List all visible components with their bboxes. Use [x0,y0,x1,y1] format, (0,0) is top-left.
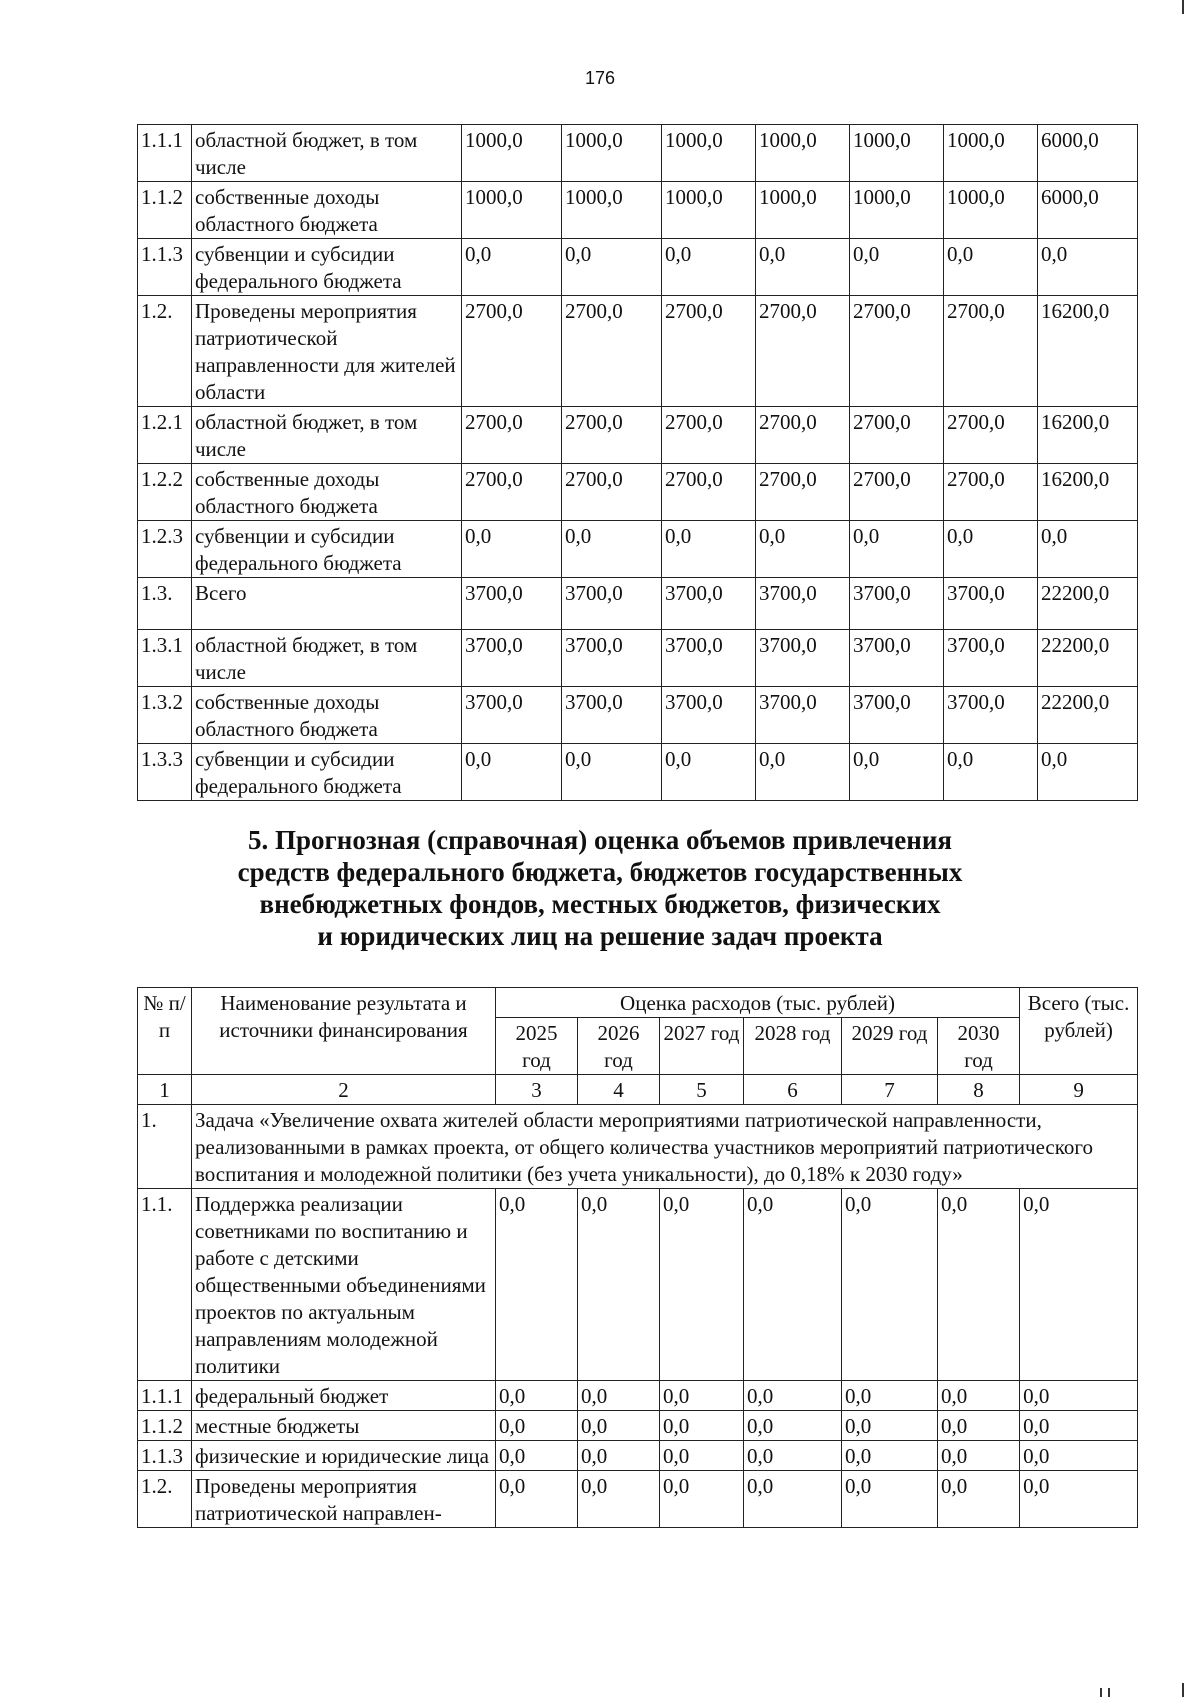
row-number: 1.2.1 [138,407,192,464]
value-cell: 0,0 [850,239,944,296]
value-cell: 1000,0 [850,182,944,239]
value-cell: 0,0 [660,1441,744,1471]
value-cell: 16200,0 [1038,464,1138,521]
value-cell: 0,0 [938,1471,1020,1528]
value-cell: 0,0 [496,1471,578,1528]
value-cell: 3700,0 [756,578,850,630]
value-cell: 1000,0 [662,182,756,239]
value-cell: 0,0 [496,1441,578,1471]
value-cell: 0,0 [462,744,562,801]
table-row [138,182,1138,239]
value-cell: 2700,0 [562,296,662,407]
value-cell: 0,0 [756,239,850,296]
value-cell: 0,0 [578,1381,660,1411]
value-cell: 0,0 [744,1411,842,1441]
value-cell: 0,0 [462,239,562,296]
value-cell: 3700,0 [662,578,756,630]
value-cell: 2700,0 [562,464,662,521]
value-cell: 0,0 [744,1381,842,1411]
value-cell: 6000,0 [1038,182,1138,239]
table-row [138,687,1138,744]
value-cell: 0,0 [660,1471,744,1528]
value-cell: 1000,0 [756,125,850,182]
column-number: 8 [938,1075,1020,1105]
task-num: 1. [138,1105,192,1189]
header-num: № п/п [138,988,192,1075]
row-name: федеральный бюджет [192,1381,496,1411]
row-number: 1.2. [138,296,192,407]
value-cell: 2700,0 [944,464,1038,521]
scan-mark [1182,1683,1184,1697]
row-number: 1.2. [138,1471,192,1528]
value-cell: 0,0 [578,1411,660,1441]
value-cell: 2700,0 [662,464,756,521]
value-cell: 3700,0 [756,630,850,687]
value-cell: 2700,0 [462,296,562,407]
section-title-line: 5. Прогнозная (справочная) оценка объемов привлечения [248,825,952,855]
value-cell: 3700,0 [562,630,662,687]
section-title-line: и юридических лиц на решение задач проекта [317,921,883,951]
value-cell: 0,0 [850,521,944,578]
value-cell: 2700,0 [562,407,662,464]
value-cell: 0,0 [744,1441,842,1471]
row-number: 1.1.2 [138,182,192,239]
column-number: 3 [496,1075,578,1105]
row-number: 1.3.2 [138,687,192,744]
value-cell: 3700,0 [944,630,1038,687]
row-name: собственные доходы областного бюджета [192,687,462,744]
value-cell: 0,0 [496,1189,578,1381]
value-cell: 3700,0 [850,630,944,687]
value-cell: 0,0 [842,1411,938,1441]
table-row [138,630,1138,687]
value-cell: 3700,0 [850,687,944,744]
value-cell: 2700,0 [756,296,850,407]
value-cell: 0,0 [944,239,1038,296]
value-cell: 2700,0 [756,407,850,464]
row-name: субвенции и субсидии федерального бюджета [192,521,462,578]
row-number: 1.3.1 [138,630,192,687]
value-cell: 2700,0 [462,464,562,521]
value-cell: 0,0 [938,1441,1020,1471]
value-cell: 0,0 [562,521,662,578]
row-number: 1.3.3 [138,744,192,801]
value-cell: 1000,0 [562,125,662,182]
column-number: 5 [660,1075,744,1105]
row-name: собственные доходы областного бюджета [192,464,462,521]
value-cell: 0,0 [660,1381,744,1411]
row-name: субвенции и субсидии федерального бюджета [192,239,462,296]
value-cell: 1000,0 [462,182,562,239]
value-cell: 0,0 [660,1189,744,1381]
value-cell: 0,0 [1020,1411,1138,1441]
value-cell: 0,0 [660,1411,744,1441]
row-number: 1.1.1 [138,125,192,182]
value-cell: 1000,0 [562,182,662,239]
value-cell: 1000,0 [756,182,850,239]
header-estimate: Оценка расходов (тыс. рублей) [496,988,1020,1018]
value-cell: 0,0 [938,1381,1020,1411]
table-row [138,1471,1138,1528]
header-year: 2029 год [842,1018,938,1075]
table-row [138,464,1138,521]
row-name: областной бюджет, в том числе [192,407,462,464]
task-row [138,1105,1138,1189]
value-cell: 0,0 [850,744,944,801]
row-name: местные бюджеты [192,1411,496,1441]
row-number: 1.1.2 [138,1411,192,1441]
header-year: 2026 год [578,1018,660,1075]
row-name: Всего [192,578,462,630]
value-cell: 0,0 [842,1189,938,1381]
column-number: 7 [842,1075,938,1105]
header-name: Наименование результата и источники финансирования [192,988,496,1075]
value-cell: 3700,0 [462,578,562,630]
budget-table-continued [137,124,1138,801]
column-number: 6 [744,1075,842,1105]
value-cell: 0,0 [578,1471,660,1528]
value-cell: 0,0 [1038,744,1138,801]
value-cell: 3700,0 [850,578,944,630]
row-name: Проведены мероприятия патриотической направлен- [192,1471,496,1528]
value-cell: 0,0 [944,521,1038,578]
value-cell: 2700,0 [756,464,850,521]
row-number: 1.2.2 [138,464,192,521]
table-row [138,521,1138,578]
row-number: 1.3. [138,578,192,630]
section-title-line: средств федерального бюджета, бюджетов государственных [237,857,963,887]
row-name: Проведены мероприятия патриотической направленности для жителей области [192,296,462,407]
value-cell: 2700,0 [662,407,756,464]
value-cell: 0,0 [662,239,756,296]
column-number: 2 [192,1075,496,1105]
page-number: 176 [584,68,616,88]
row-name: областной бюджет, в том числе [192,125,462,182]
table-row [138,1411,1138,1441]
value-cell: 3700,0 [562,578,662,630]
value-cell: 3700,0 [462,630,562,687]
value-cell: 0,0 [842,1441,938,1471]
value-cell: 0,0 [938,1411,1020,1441]
value-cell: 0,0 [662,521,756,578]
table-row [138,1441,1138,1471]
value-cell: 0,0 [578,1441,660,1471]
value-cell: 0,0 [842,1471,938,1528]
row-name: собственные доходы областного бюджета [192,182,462,239]
value-cell: 3700,0 [562,687,662,744]
value-cell: 3700,0 [462,687,562,744]
value-cell: 2700,0 [462,407,562,464]
task-text: Задача «Увеличение охвата жителей области мероприятиями патриотической направленности, реализованными в рамках проекта, от общего количества участников мероприятий патриотического воспитания и молодежной политики (без учета уникальности), до 0,18% к 2030 году» [192,1105,1138,1189]
value-cell: 0,0 [744,1471,842,1528]
table-row [138,1189,1138,1381]
row-number: 1.1.3 [138,1441,192,1471]
value-cell: 1000,0 [944,125,1038,182]
value-cell: 0,0 [562,239,662,296]
header-year: 2030 год [938,1018,1020,1075]
value-cell: 0,0 [496,1411,578,1441]
row-name: Поддержка реализации советниками по воспитанию и работе с детскими общественными объединениями проектов по актуальным направлениям молодежной политики [192,1189,496,1381]
value-cell: 0,0 [578,1189,660,1381]
value-cell: 0,0 [938,1189,1020,1381]
value-cell: 3700,0 [756,687,850,744]
value-cell: 16200,0 [1038,296,1138,407]
row-number: 1.2.3 [138,521,192,578]
value-cell: 0,0 [842,1381,938,1411]
section-title-line: внебюджетных фондов, местных бюджетов, физических [259,889,941,919]
table-row [138,1381,1138,1411]
value-cell: 0,0 [1038,521,1138,578]
table-row [138,407,1138,464]
value-cell: 2700,0 [850,464,944,521]
value-cell: 0,0 [1020,1471,1138,1528]
value-cell: 2700,0 [662,296,756,407]
value-cell: 2700,0 [850,407,944,464]
value-cell: 22200,0 [1038,578,1138,630]
value-cell: 0,0 [1020,1189,1138,1381]
value-cell: 1000,0 [462,125,562,182]
header-year: 2027 год [660,1018,744,1075]
header-year: 2025 год [496,1018,578,1075]
row-name: физические и юридические лица [192,1441,496,1471]
value-cell: 0,0 [562,744,662,801]
row-number: 1.1.3 [138,239,192,296]
scan-mark [1108,1688,1110,1697]
value-cell: 1000,0 [944,182,1038,239]
table-row [138,296,1138,407]
value-cell: 22200,0 [1038,687,1138,744]
row-name: областной бюджет, в том числе [192,630,462,687]
value-cell: 1000,0 [662,125,756,182]
value-cell: 0,0 [1020,1381,1138,1411]
value-cell: 0,0 [756,521,850,578]
table-header-row [138,988,1138,1018]
value-cell: 0,0 [744,1189,842,1381]
value-cell: 1000,0 [850,125,944,182]
column-number: 9 [1020,1075,1138,1105]
scan-mark [1100,1688,1102,1697]
value-cell: 0,0 [462,521,562,578]
value-cell: 0,0 [756,744,850,801]
section-title [0,824,1200,952]
value-cell: 3700,0 [662,687,756,744]
table-row [138,744,1138,801]
value-cell: 0,0 [1038,239,1138,296]
funding-estimate-table [137,987,1138,1528]
table-row [138,239,1138,296]
value-cell: 0,0 [1020,1441,1138,1471]
row-number: 1.1. [138,1189,192,1381]
value-cell: 0,0 [944,744,1038,801]
value-cell: 3700,0 [944,578,1038,630]
value-cell: 2700,0 [944,296,1038,407]
value-cell: 0,0 [662,744,756,801]
table-row [138,578,1138,630]
header-year: 2028 год [744,1018,842,1075]
row-number: 1.1.1 [138,1381,192,1411]
value-cell: 2700,0 [944,407,1038,464]
header-total: Всего (тыс. рублей) [1020,988,1138,1075]
value-cell: 3700,0 [944,687,1038,744]
value-cell: 3700,0 [662,630,756,687]
row-name: субвенции и субсидии федерального бюджета [192,744,462,801]
column-number: 1 [138,1075,192,1105]
table-row [138,125,1138,182]
value-cell: 16200,0 [1038,407,1138,464]
value-cell: 2700,0 [850,296,944,407]
column-number: 4 [578,1075,660,1105]
value-cell: 6000,0 [1038,125,1138,182]
column-numbers-row [138,1075,1138,1105]
value-cell: 22200,0 [1038,630,1138,687]
scan-mark [1182,0,1184,14]
value-cell: 0,0 [496,1381,578,1411]
